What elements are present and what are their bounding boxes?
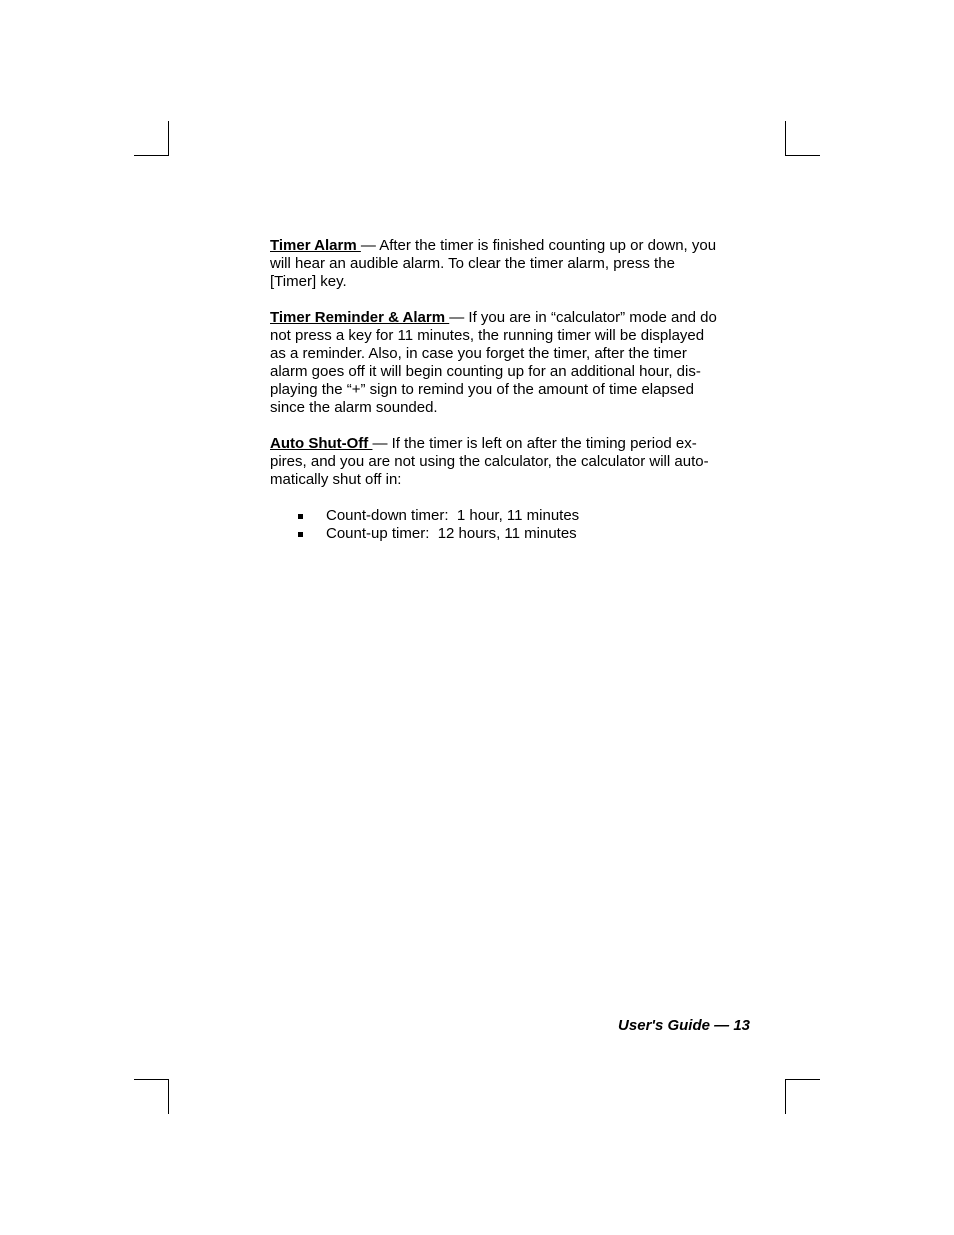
- section-line: [270, 435, 740, 453]
- section-line: [270, 237, 740, 255]
- section-line: alarm goes off it will begin counting up for an additional hour, dis-: [270, 363, 701, 380]
- page-content: [270, 237, 740, 543]
- crop-mark-bottom-right-vertical: [785, 1079, 786, 1114]
- crop-mark-bottom-left-horizontal: [134, 1079, 169, 1080]
- list-item-text: Count-down timer: 1 hour, 11 minutes: [326, 507, 580, 524]
- section-timer-reminder-alarm: [270, 309, 740, 417]
- section-line: [270, 309, 740, 327]
- page-footer: User's Guide — 13: [618, 1017, 750, 1034]
- crop-mark-top-left-vertical: [168, 121, 169, 156]
- section-line: as a reminder. Also, in case you forget the timer, after the timer: [270, 345, 687, 362]
- section-timer-alarm: [270, 237, 740, 291]
- section-text: — If the timer is left on after the timing period ex-: [372, 435, 697, 452]
- section-line: matically shut off in:: [270, 471, 402, 488]
- section-line: pires, and you are not using the calculator, the calculator will auto-: [270, 453, 709, 470]
- list-item: [270, 525, 740, 543]
- section-auto-shut-off: [270, 435, 740, 489]
- section-heading: Timer Alarm: [270, 237, 361, 254]
- shut-off-bullet-list: [270, 507, 740, 543]
- section-line: playing the “+” sign to remind you of the amount of time elapsed: [270, 381, 694, 398]
- section-line: since the alarm sounded.: [270, 399, 438, 416]
- square-bullet-icon: [298, 514, 303, 519]
- crop-mark-bottom-right-horizontal: [785, 1079, 820, 1080]
- section-line: will hear an audible alarm. To clear the timer alarm, press the: [270, 255, 675, 272]
- section-line: [Timer] key.: [270, 273, 347, 290]
- crop-mark-top-left-horizontal: [134, 155, 169, 156]
- section-heading: Auto Shut-Off: [270, 435, 373, 452]
- list-item-text: Count-up timer: 12 hours, 11 minutes: [326, 525, 577, 542]
- list-item: [270, 507, 740, 525]
- section-heading: Timer Reminder & Alarm: [270, 309, 450, 326]
- section-line: not press a key for 11 minutes, the running timer will be displayed: [270, 327, 705, 344]
- square-bullet-icon: [298, 532, 303, 537]
- crop-mark-top-right-horizontal: [785, 155, 820, 156]
- section-text: — After the timer is finished counting up or down, you: [360, 237, 717, 254]
- section-text: — If you are in “calculator” mode and do: [449, 309, 717, 326]
- crop-mark-bottom-left-vertical: [168, 1079, 169, 1114]
- crop-mark-top-right-vertical: [785, 121, 786, 156]
